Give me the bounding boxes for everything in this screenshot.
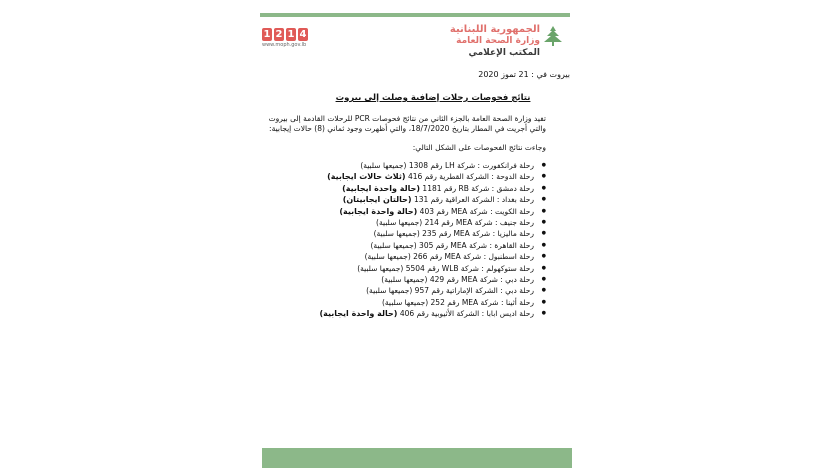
hotline-logo bbox=[262, 28, 314, 50]
flight-item bbox=[316, 183, 546, 194]
hotline-digit: 1 bbox=[287, 29, 295, 40]
flight-item bbox=[316, 171, 546, 182]
flight-info: رحلة ستوكهولم : شركة WLB رقم 5504 bbox=[403, 263, 534, 273]
document-title: نتائج فحوصات رحلات إضافية وصلت إلى بيروت bbox=[335, 93, 531, 103]
republic-name: الجمهورية اللبنانية bbox=[449, 24, 540, 35]
flight-status: (جميعها سلبية) bbox=[364, 252, 411, 262]
flight-info: رحلة فرانكفورت : شركة LH رقم 1308 bbox=[406, 161, 534, 170]
hotline-digits bbox=[262, 28, 314, 41]
flight-status: (جميعها سلبية) bbox=[376, 218, 423, 228]
flight-item bbox=[316, 228, 546, 239]
flight-status: (جميعها سلبية) bbox=[370, 240, 417, 250]
flight-item bbox=[316, 263, 546, 274]
flight-status: (جميعها سلبية) bbox=[357, 263, 404, 273]
hotline-digit: 4 bbox=[299, 29, 307, 40]
ministry-website: www.moph.gov.lb bbox=[262, 42, 307, 48]
flight-item bbox=[316, 217, 546, 228]
hotline-digit: 2 bbox=[275, 29, 283, 40]
flight-info: رحلة اديس ابابا : الشركة الأثيوبية رقم 406 bbox=[397, 309, 534, 319]
ministry-name: وزارة الصحة العامة bbox=[456, 36, 540, 46]
hotline-digit: 1 bbox=[263, 29, 271, 40]
flight-info: رحلة جنيف : شركة MEA رقم 214 bbox=[422, 218, 534, 228]
flight-status: (حالتان ايجابيتان) bbox=[342, 195, 412, 205]
flight-info: رحلة القاهرة : شركة MEA رقم 305 bbox=[416, 240, 534, 250]
flight-info: رحلة بغداد : الشركة العراقية رقم 131 bbox=[411, 195, 534, 205]
bottom-accent-bar bbox=[262, 448, 572, 468]
flight-item bbox=[316, 160, 546, 171]
flight-status: (ثلاث حالات ايجابية) bbox=[327, 172, 406, 182]
flight-info: رحلة دبي : شركة MEA رقم 429 bbox=[427, 275, 534, 285]
intro-line: تفيد وزارة الصحة العامة بالجزء الثاني من نتائج فحوصات PCR للرحلات القادمة إلى بيروت bbox=[268, 114, 546, 123]
flight-info: رحلة ماليزيا : شركة MEA رقم 235 bbox=[419, 229, 534, 239]
flight-status: (جميعها سلبية) bbox=[360, 161, 407, 170]
flight-item bbox=[316, 206, 546, 217]
flight-results-list bbox=[316, 160, 546, 320]
flight-status: (حالة واحدة ايجابية) bbox=[319, 309, 398, 319]
intro-line: والتي أجريت في المطار بتاريخ 18/7/2020، والتي أظهرت وجود ثماني (8) حالات إيجابية: bbox=[269, 124, 546, 133]
flight-info: رحلة أثينا : شركة MEA رقم 252 bbox=[428, 297, 534, 307]
flight-info: رحلة دبي : الشركة الإماراتية رقم 957 bbox=[412, 286, 534, 296]
flight-status: (حالة واحدة ايجابية) bbox=[342, 183, 421, 193]
flight-status: (جميعها سلبية) bbox=[381, 275, 428, 285]
flight-item bbox=[316, 274, 546, 285]
flight-info: رحلة الكويت : شركة MEA رقم 403 bbox=[417, 206, 534, 216]
flight-item bbox=[316, 285, 546, 296]
flight-info: رحلة الدوحة : الشركة القطرية رقم 416 bbox=[405, 172, 534, 182]
cedar-icon bbox=[541, 25, 565, 47]
intro-paragraph bbox=[268, 114, 546, 134]
flight-item bbox=[316, 251, 546, 262]
flight-info: رحلة اسطنبول : شركة MEA رقم 266 bbox=[410, 252, 534, 262]
flight-status: (حالة واحدة ايجابية) bbox=[339, 206, 418, 216]
top-accent-bar bbox=[260, 13, 570, 17]
flight-item bbox=[316, 194, 546, 205]
ministry-header bbox=[418, 24, 540, 59]
flight-status: (جميعها سلبية) bbox=[373, 229, 420, 239]
results-heading: وجاءت نتائج الفحوصات على الشكل التالي: bbox=[412, 143, 546, 152]
flight-info: رحلة دمشق : شركة RB رقم 1181 bbox=[420, 183, 534, 193]
flight-status: (جميعها سلبية) bbox=[381, 297, 429, 307]
flight-item bbox=[316, 240, 546, 251]
document-date: بيروت في : 21 تموز 2020 bbox=[478, 70, 570, 79]
flight-status: (جميعها سلبية) bbox=[366, 286, 413, 296]
flight-item bbox=[316, 297, 546, 308]
media-office-name: المكتب الإعلامي bbox=[468, 48, 540, 58]
flight-item bbox=[316, 308, 546, 319]
